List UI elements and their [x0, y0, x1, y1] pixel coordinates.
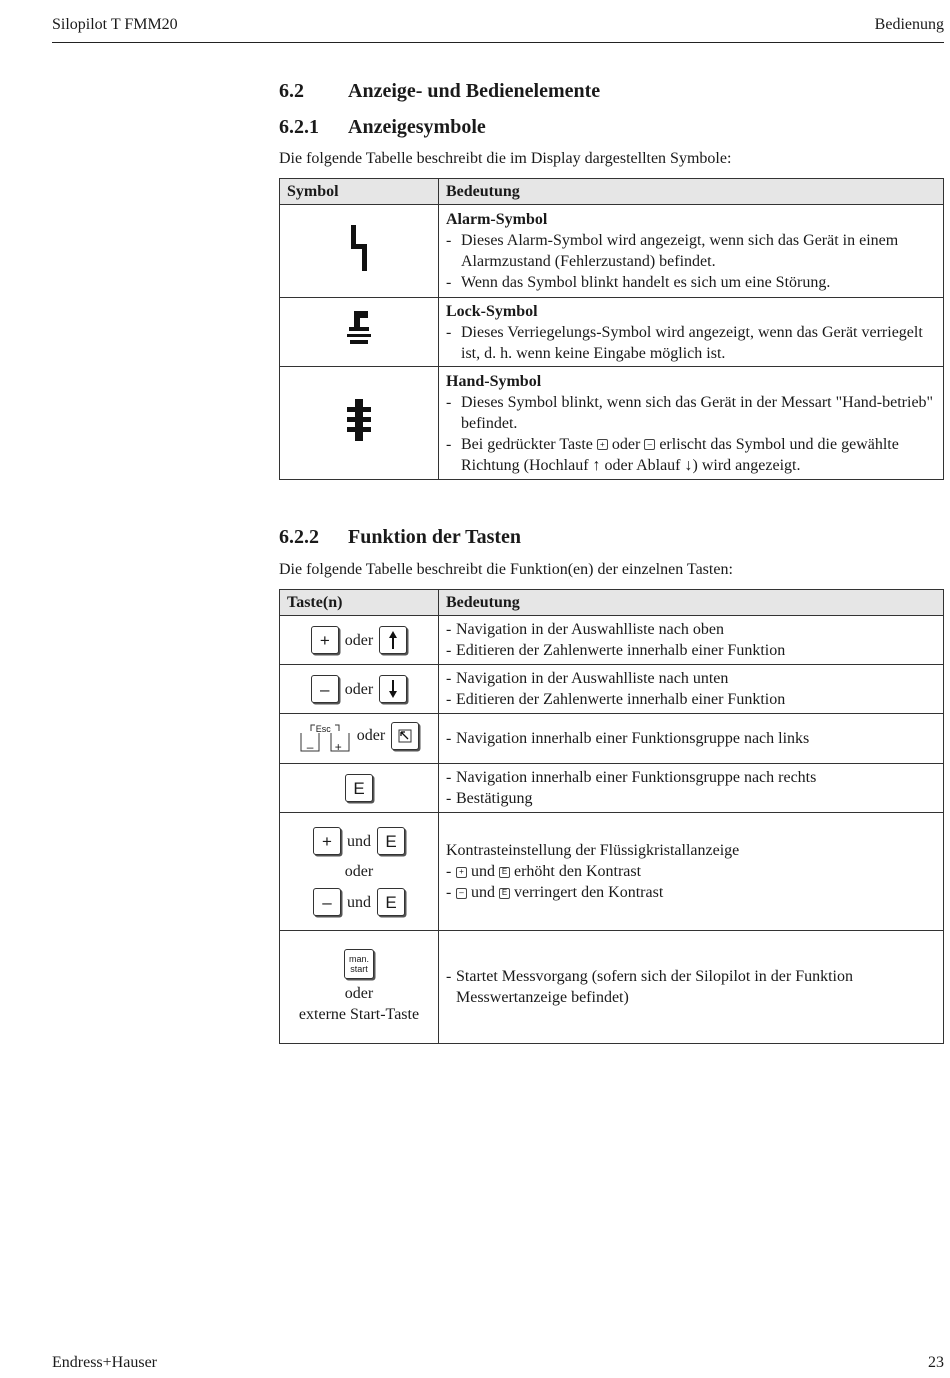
- section-title: Anzeige- und Bedienelemente: [348, 80, 601, 102]
- list-item: - Wenn das Symbol blinkt handelt es sich um eine Störung.: [446, 274, 831, 291]
- symbol-cell: [280, 367, 439, 480]
- subsection-number: 6.2.2: [279, 526, 319, 548]
- list-item: - Navigation in der Auswahlliste nach unten: [446, 670, 729, 687]
- alarm-symbol-icon: [349, 223, 369, 273]
- arrow-up-key-icon: [379, 626, 407, 654]
- lock-symbol-icon: [344, 309, 374, 349]
- meaning-cell: [439, 298, 944, 367]
- keys-cell: [280, 813, 439, 931]
- subsection-heading-symbols: [279, 116, 486, 139]
- or-label: oder: [344, 863, 374, 880]
- symbols-table: [279, 178, 944, 480]
- table-header-row: [280, 590, 944, 616]
- plus-key-icon: +: [313, 827, 341, 855]
- or-label: oder: [344, 680, 374, 698]
- col-header-meaning: Bedeutung: [439, 179, 944, 205]
- esc-key-combo: [299, 719, 351, 753]
- table-row: [280, 764, 944, 813]
- list-item: - Navigation innerhalb einer Funktionsgruppe nach links: [446, 730, 810, 747]
- symbol-title: Alarm-Symbol: [446, 211, 548, 228]
- e-key-icon: E: [345, 774, 373, 802]
- esc-label: Esc: [315, 723, 331, 734]
- e-key-icon: E: [377, 888, 405, 916]
- table-row: [280, 931, 944, 1044]
- and-label: und: [347, 832, 371, 850]
- keys-table: [279, 589, 944, 1044]
- meaning-cell: [439, 367, 944, 480]
- meaning-cell: [439, 616, 944, 665]
- keys-cell: [280, 616, 439, 665]
- meaning-cell: [439, 205, 944, 298]
- keys-cell: [280, 665, 439, 714]
- list-item: - + und E erhöht den Kontrast: [446, 863, 642, 880]
- meaning-cell: [439, 665, 944, 714]
- col-header-keys: Taste(n): [280, 590, 439, 616]
- list-item: - Editieren der Zahlenwerte innerhalb einer Funktion: [446, 691, 786, 708]
- symbols-intro: Die folgende Tabelle beschreibt die im Display dargestellten Symbole:: [279, 150, 732, 167]
- plus-key-mini-icon: +: [597, 439, 608, 450]
- subsection-title: Funktion der Tasten: [348, 526, 522, 548]
- subsection-title: Anzeigesymbole: [348, 116, 486, 138]
- and-label: und: [347, 893, 371, 911]
- e-key-mini-icon: E: [499, 888, 510, 899]
- footer-brand: Endress+Hauser: [52, 1354, 157, 1371]
- list-item: - Dieses Verriegelungs-Symbol wird angezeigt, wenn das Gerät verriegelt ist, d. h. wenn keine Eingabe möglich ist.: [446, 323, 923, 362]
- or-label: oder: [356, 727, 386, 744]
- meaning-cell: [439, 931, 944, 1044]
- col-header-meaning: Bedeutung: [439, 590, 944, 616]
- symbol-title: Hand-Symbol: [446, 372, 542, 390]
- minus-key-mini-icon: –: [456, 888, 467, 899]
- meaning-cell: [439, 813, 944, 931]
- contrast-lead: Kontrasteinstellung der Flüssigkristallanzeige: [446, 842, 740, 859]
- list-item: - Editieren der Zahlenwerte innerhalb einer Funktion: [446, 642, 786, 659]
- list-item: - Dieses Alarm-Symbol wird angezeigt, wenn sich das Gerät in einem Alarmzustand (Fehlerzustand) befindet.: [446, 232, 899, 270]
- list-item: - Startet Messvorgang (sofern sich der Silopilot in der Funktion Messwertanzeige befindet): [446, 968, 853, 1006]
- header-rule: [52, 42, 944, 43]
- plus-key-mini-icon: +: [456, 867, 467, 878]
- section-number: 6.2: [279, 80, 304, 102]
- list-item: - Navigation innerhalb einer Funktionsgruppe nach rechts: [446, 769, 817, 786]
- table-row: [280, 714, 944, 764]
- or-label: oder: [344, 631, 374, 649]
- man-start-key-icon: man. start: [344, 949, 374, 979]
- e-key-icon: E: [377, 827, 405, 855]
- external-start-key-label: externe Start-Taste: [298, 1006, 420, 1023]
- list-item: - – und E verringert den Kontrast: [446, 884, 664, 901]
- minus-key-icon: –: [311, 675, 339, 703]
- list-item: - Navigation in der Auswahlliste nach oben: [446, 621, 724, 638]
- table-row: [280, 367, 944, 480]
- running-header-right: Bedienung: [874, 16, 944, 33]
- or-label: oder: [344, 985, 374, 1002]
- esc-plus-icon: +: [334, 739, 342, 754]
- table-header-row: [280, 179, 944, 205]
- hand-symbol-icon: [344, 398, 374, 442]
- running-header-left: Silopilot T FMM20: [52, 16, 178, 33]
- table-row: [280, 665, 944, 714]
- esc-minus-icon: –: [306, 739, 314, 754]
- table-row: [280, 813, 944, 931]
- list-item: - Bei gedrückter Taste + oder – erlischt das Symbol und die gewählte Richtung (Hochlauf ↑ oder Ablauf ↓) wird angezeigt.: [446, 435, 899, 474]
- table-row: [280, 298, 944, 367]
- table-row: [280, 205, 944, 298]
- symbol-title: Lock-Symbol: [446, 302, 538, 320]
- keys-cell: [280, 714, 439, 764]
- list-item: - Bestätigung: [446, 790, 533, 807]
- keys-intro: Die folgende Tabelle beschreibt die Funktion(en) der einzelnen Tasten:: [279, 561, 733, 578]
- meaning-cell: [439, 764, 944, 813]
- meaning-cell: [439, 714, 944, 764]
- symbol-cell: [280, 205, 439, 298]
- arrow-down-key-icon: [379, 675, 407, 703]
- symbol-cell: [280, 298, 439, 367]
- section-heading: [279, 80, 600, 103]
- keys-cell: [280, 931, 439, 1044]
- subsection-heading-keys: [279, 526, 521, 549]
- back-arrow-key-icon: [391, 722, 419, 750]
- table-row: [280, 616, 944, 665]
- subsection-number: 6.2.1: [279, 116, 319, 138]
- keys-cell: [280, 764, 439, 813]
- e-key-mini-icon: E: [499, 867, 510, 878]
- minus-key-icon: –: [313, 888, 341, 916]
- page-number: 23: [928, 1354, 944, 1371]
- minus-key-mini-icon: –: [644, 439, 655, 450]
- list-item: - Dieses Symbol blinkt, wenn sich das Gerät in der Messart "Hand-betrieb" befindet.: [446, 393, 934, 432]
- col-header-symbol: Symbol: [280, 179, 439, 205]
- plus-key-icon: +: [311, 626, 339, 654]
